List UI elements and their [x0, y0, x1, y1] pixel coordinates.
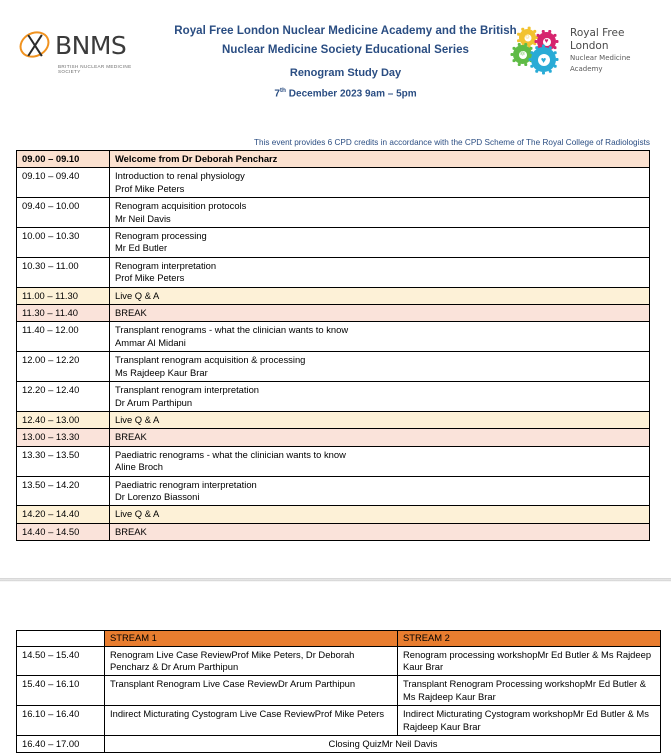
schedule-row-detail — [110, 257, 650, 287]
streams-table-body — [17, 631, 661, 753]
streams-header-row — [17, 631, 661, 646]
schedule-row-time: 09.00 – 09.10 — [17, 151, 110, 168]
schedule-row-detail — [110, 382, 650, 412]
schedule-row-title: Transplant renogram interpretation — [115, 384, 259, 396]
schedule-row-detail — [110, 506, 650, 523]
schedule-row-title: Paediatric renograms - what the clinician wants to know — [115, 448, 346, 460]
stream-2-cell — [398, 676, 661, 706]
schedule-row — [17, 198, 650, 228]
schedule-row-time: 13.50 – 14.20 — [17, 476, 110, 506]
event-title-line-1: Royal Free London Nuclear Medicine Academy and the British — [174, 25, 517, 37]
schedule-row-time: 13.00 – 13.30 — [17, 429, 110, 446]
gear-pink-icon: ♥ — [537, 32, 556, 51]
schedule-row-title: Renogram interpretation — [115, 259, 217, 271]
bnms-logo — [18, 28, 150, 74]
schedule-row-time: 11.40 – 12.00 — [17, 322, 110, 352]
schedule-row-detail — [110, 228, 650, 258]
closing-row-speaker: Mr Neil Davis — [381, 738, 438, 749]
bnms-atom-icon — [18, 28, 52, 62]
bnms-wordmark: BNMS — [55, 30, 127, 60]
schedule-row — [17, 305, 650, 322]
schedule-row — [17, 168, 650, 198]
streams-header-blank-cell — [17, 631, 105, 646]
event-title-line-2: Nuclear Medicine Society Educational Series — [222, 44, 469, 56]
schedule-row — [17, 476, 650, 506]
stream-1-header: STREAM 1 — [105, 631, 398, 646]
schedule-row-detail — [110, 429, 650, 446]
event-date — [20, 83, 671, 102]
closing-row-detail — [105, 736, 661, 753]
schedule-row-time: 12.00 – 12.20 — [17, 352, 110, 382]
schedule-row-speaker: Ammar Al Midani — [115, 336, 186, 348]
stream-2-cell-title: Indirect Micturating Cystogram workshop — [403, 708, 573, 720]
schedule-table — [16, 150, 650, 541]
streams-row — [17, 646, 661, 676]
date-rest: December 2023 9am – 5pm — [286, 88, 417, 100]
schedule-row-title: BREAK — [115, 431, 147, 443]
schedule-row-speaker: Ms Rajdeep Kaur Brar — [115, 366, 208, 378]
stream-1-cell-title: Transplant Renogram Live Case Review — [110, 678, 278, 690]
stream-2-cell — [398, 706, 661, 736]
schedule-row-title: BREAK — [115, 525, 147, 537]
schedule-row-title: Transplant renogram acquisition & processing — [115, 354, 306, 366]
streams-row-time: 14.50 – 15.40 — [17, 646, 105, 676]
schedule-row — [17, 411, 650, 428]
schedule-row — [17, 352, 650, 382]
schedule-row-speaker: Aline Broch — [115, 461, 163, 473]
schedule-row-detail — [110, 305, 650, 322]
stream-2-cell-speaker: Mr Ed Butler & Ms Rajdeep Kaur Brar — [403, 648, 652, 672]
schedule-row-title: Live Q & A — [115, 508, 160, 520]
schedule-row — [17, 228, 650, 258]
schedule-row-speaker: Dr Lorenzo Biassoni — [115, 490, 200, 502]
gear-cyan-icon: ♥ — [531, 47, 556, 72]
schedule-row-title: BREAK — [115, 307, 147, 319]
streams-table — [16, 630, 661, 753]
stream-2-cell-speaker: Mr Ed Butler & Ms Rajdeep Kaur Brar — [403, 708, 649, 732]
stream-2-header: STREAM 2 — [398, 631, 661, 646]
closing-row — [17, 736, 661, 753]
stream-1-cell — [105, 706, 398, 736]
schedule-row — [17, 446, 650, 476]
schedule-row-detail — [110, 523, 650, 540]
stream-1-cell — [105, 676, 398, 706]
stream-1-cell — [105, 646, 398, 676]
rfl-logo-line-1: Royal Free London — [570, 27, 625, 52]
schedule-row-title: Live Q & A — [115, 289, 160, 301]
streams-row — [17, 676, 661, 706]
schedule-row-time: 12.20 – 12.40 — [17, 382, 110, 412]
layout-gap — [0, 541, 671, 558]
schedule-row-title: Renogram acquisition protocols — [115, 200, 247, 212]
schedule-row-detail — [110, 476, 650, 506]
schedule-row-speaker: Dr Arum Parthipun — [115, 396, 193, 408]
schedule-row — [17, 287, 650, 304]
schedule-row — [17, 382, 650, 412]
schedule-row — [17, 322, 650, 352]
gears-icon — [511, 27, 567, 75]
document-header — [0, 0, 671, 108]
stream-1-cell-title: Renogram Live Case Review — [110, 648, 232, 660]
schedule-row-time: 11.00 – 11.30 — [17, 287, 110, 304]
date-suffix: th — [279, 87, 287, 94]
schedule-row-detail — [110, 322, 650, 352]
stream-1-cell-speaker: Prof Mike Peters — [314, 708, 385, 720]
schedule-row-detail — [110, 168, 650, 198]
schedule-table-body — [17, 151, 650, 541]
layout-spacer — [0, 582, 671, 630]
schedule-row-speaker: Mr Neil Davis — [115, 212, 171, 224]
date-day: 7 — [274, 88, 280, 100]
schedule-row-time: 13.30 – 13.50 — [17, 446, 110, 476]
closing-row-time: 16.40 – 17.00 — [17, 736, 105, 753]
schedule-row-time: 14.40 – 14.50 — [17, 523, 110, 540]
bnms-subtext: BRITISH NUCLEAR MEDICINE SOCIETY — [58, 64, 132, 74]
schedule-row — [17, 523, 650, 540]
stream-1-cell-title: Indirect Micturating Cystogram Live Case Review — [110, 708, 315, 720]
schedule-row-time: 10.00 – 10.30 — [17, 228, 110, 258]
schedule-row-detail — [110, 151, 650, 168]
schedule-row-title: Transplant renograms - what the clinician wants to know — [115, 324, 349, 336]
streams-row-time: 16.10 – 16.40 — [17, 706, 105, 736]
schedule-row — [17, 257, 650, 287]
schedule-row-detail — [110, 198, 650, 228]
schedule-row-detail — [110, 446, 650, 476]
schedule-row-title: Welcome from Dr Deborah Pencharz — [115, 153, 278, 164]
stream-2-cell — [398, 646, 661, 676]
schedule-row-time: 10.30 – 11.00 — [17, 257, 110, 287]
schedule-row-detail — [110, 352, 650, 382]
cpd-credits-note: This event provides 6 CPD credits in accordance with the CPD Scheme of The Royal College of Radiologists — [253, 138, 650, 147]
royal-free-london-logo — [511, 27, 663, 75]
schedule-row-time: 09.10 – 09.40 — [17, 168, 110, 198]
stream-1-cell-speaker: Prof Mike Peters, Dr Deborah Pencharz & Dr Arum Parthipun — [110, 648, 355, 672]
closing-row-title: Closing Quiz — [328, 738, 382, 749]
stream-2-cell-speaker: Mr Ed Butler & Ms Rajdeep Kaur Brar — [403, 678, 646, 702]
streams-row-time: 15.40 – 16.10 — [17, 676, 105, 706]
schedule-row-title: Live Q & A — [115, 413, 160, 425]
schedule-row-speaker: Prof Mike Peters — [115, 182, 185, 194]
schedule-row — [17, 506, 650, 523]
event-subtitle: Renogram Study Day — [289, 67, 402, 79]
schedule-row-title: Renogram processing — [115, 230, 207, 242]
schedule-row — [17, 151, 650, 168]
schedule-row-time: 12.40 – 13.00 — [17, 411, 110, 428]
schedule-row-time: 14.20 – 14.40 — [17, 506, 110, 523]
stream-2-cell-title: Transplant Renogram Processing workshop — [403, 678, 586, 690]
schedule-row-title: Paediatric renogram interpretation — [115, 478, 257, 490]
gear-yellow-icon: ☺ — [519, 29, 536, 46]
streams-row — [17, 706, 661, 736]
schedule-row-detail — [110, 287, 650, 304]
rfl-logo-line-2: Nuclear Medicine Academy — [570, 54, 631, 73]
schedule-row-title: Introduction to renal physiology — [115, 170, 245, 182]
stream-2-cell-title: Renogram processing workshop — [403, 648, 538, 660]
gear-green-icon: ⚛ — [513, 45, 532, 64]
schedule-row-speaker: Prof Mike Peters — [115, 272, 185, 284]
stream-1-cell-speaker: Dr Arum Parthipun — [277, 678, 356, 690]
schedule-row-detail — [110, 411, 650, 428]
schedule-row-time: 11.30 – 11.40 — [17, 305, 110, 322]
schedule-row-speaker: Mr Ed Butler — [115, 242, 168, 254]
schedule-row-time: 09.40 – 10.00 — [17, 198, 110, 228]
schedule-row — [17, 429, 650, 446]
